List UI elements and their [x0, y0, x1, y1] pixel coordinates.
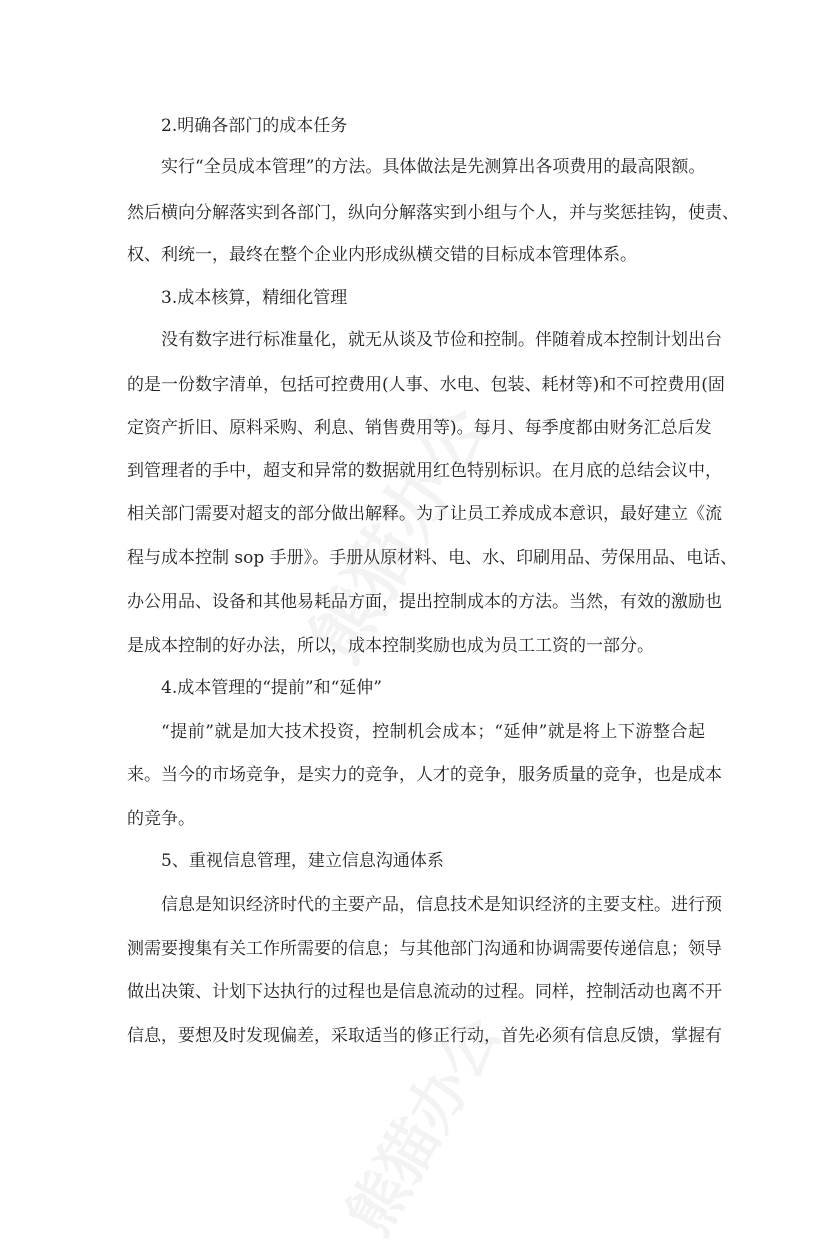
paragraph-line: 相关部门需要对超支的部分做出解释。为了让员工养成成本意识，最好建立《流 [127, 504, 722, 524]
paragraph-line: 程与成本控制 sop 手册》。手册从原材料、电、水、印刷用品、劳保用品、电话、 [127, 548, 738, 568]
paragraph-line: 是成本控制的好办法，所以，成本控制奖励也成为员工工资的一部分。 [127, 636, 654, 656]
paragraph-line: 测需要搜集有关工作所需要的信息；与其他部门沟通和协调需要传递信息；领导 [127, 939, 722, 959]
section-heading-4: 4.成本管理的“提前”和“延伸” [161, 678, 382, 698]
paragraph-line: 信息是知识经济时代的主要产品，信息技术是知识经济的主要支柱。进行预 [161, 895, 722, 915]
paragraph-line: 权、利统一，最终在整个企业内形成纵横交错的目标成本管理体系。 [127, 245, 637, 265]
paragraph-line: 然后横向分解落实到各部门，纵向分解落实到小组与个人，并与奖惩挂钩，使责、 [127, 203, 739, 223]
paragraph-line: 到管理者的手中，超支和异常的数据就用红色特别标识。在月底的总结会议中， [127, 461, 722, 481]
paragraph-line: 的是一份数字清单，包括可控费用(人事、水电、包装、耗材等)和不可控费用(固 [127, 375, 725, 395]
section-heading-3: 3.成本核算，精细化管理 [161, 288, 348, 308]
paragraph-line: 信息，要想及时发现偏差，采取适当的修正行动，首先必须有信息反馈，掌握有 [127, 1026, 722, 1046]
paragraph-line: “提前”就是加大技术投资，控制机会成本；“延伸”就是将上下游整合起 [161, 722, 705, 742]
paragraph-line: 实行“全员成本管理”的方法。具体做法是先测算出各项费用的最高限额。 [161, 157, 706, 177]
paragraph-line: 做出决策、计划下达执行的过程也是信息流动的过程。同样，控制活动也离不开 [127, 982, 722, 1002]
paragraph-line: 办公用品、设备和其他易耗品方面，提出控制成本的方法。当然，有效的激励也 [127, 592, 722, 612]
section-heading-5: 5、重视信息管理，建立信息沟通体系 [161, 851, 444, 871]
paragraph-line: 没有数字进行标准量化，就无从谈及节俭和控制。伴随着成本控制计划出台 [161, 330, 722, 350]
paragraph-line: 来。当今的市场竞争，是实力的竞争，人才的竞争，服务质量的竞争，也是成本 [127, 765, 722, 785]
paragraph-line: 的竞争。 [127, 809, 195, 829]
section-heading-2: 2.明确各部门的成本任务 [161, 116, 348, 136]
paragraph-line: 定资产折旧、原料采购、利息、销售费用等)。每月、每季度都由财务汇总后发 [127, 418, 712, 438]
